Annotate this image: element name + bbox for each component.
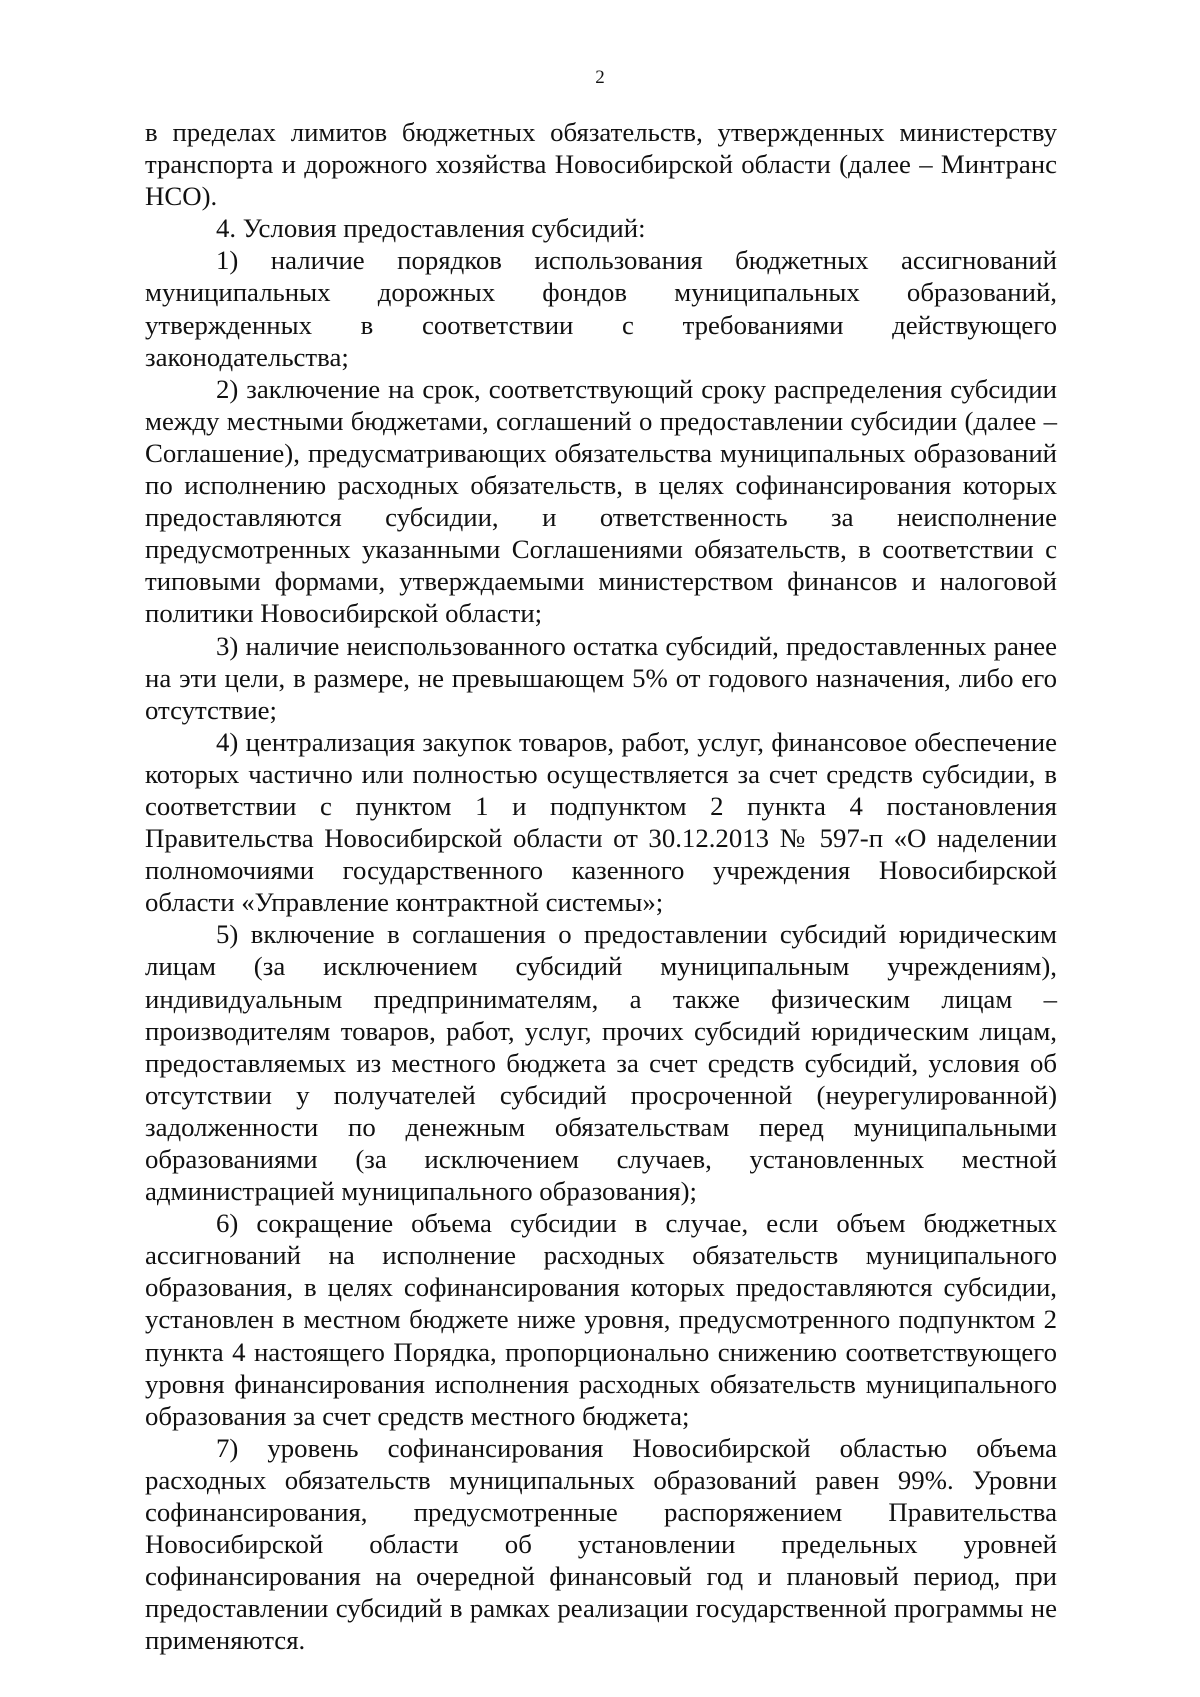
paragraph-condition-1: 1) наличие порядков использования бюджетных ассигнований муниципальных дорожных фондов муниципальных образований, утвержденных в соответствии с требованиями действующего законодательства; — [145, 245, 1057, 372]
page-number: 2 — [595, 67, 605, 88]
paragraph-condition-4: 4) централизация закупок товаров, работ, услуг, финансовое обеспечение которых частично или полностью осуществляется за счет средств субсидии, в соответствии с пунктом 1 и подпунктом 2 пункта 4 постановления Правительства Новосибирской области от 30.12.2013 № 597-п «О наделении полномочиями государственного казенного учреждения Новосибирской области «Управление контрактной системы»; — [145, 726, 1057, 918]
paragraph-continuation: в пределах лимитов бюджетных обязательств, утвержденных министерству транспорта и дорожного хозяйства Новосибирской области (далее – Минтранс НСО). — [145, 117, 1057, 212]
paragraph-condition-2: 2) заключение на срок, соответствующий сроку распределения субсидии между местными бюджетами, соглашений о предоставлении субсидии (далее – Соглашение), предусматривающих обязательства муниципальных образований по исполнению расходных обязательств, в целях софинансирования которых предоставляются субсидии, и ответственность за неисполнение предусмотренных указанными Соглашениями обязательств, в соответствии с типовыми формами, утверждаемыми министерством финансов и налоговой политики Новосибирской области; — [145, 373, 1057, 629]
paragraph-condition-3: 3) наличие неиспользованного остатка субсидий, предоставленных ранее на эти цели, в размере, не превышающем 5% от годового назначения, либо его отсутствие; — [145, 630, 1057, 725]
document-body — [145, 116, 1057, 1657]
section-4-heading: 4. Условия предоставления субсидий: — [216, 213, 646, 244]
paragraph-condition-5: 5) включение в соглашения о предоставлении субсидий юридическим лицам (за исключением субсидий муниципальным учреждениям), индивидуальным предпринимателям, а также физическим лицам – производителям товаров, работ, услуг, прочих субсидий юридическим лицам, предоставляемых из местного бюджета за счет средств субсидий, условия об отсутствии у получателей субсидий просроченной (неурегулированной) задолженности по денежным обязательствам перед муниципальными образованиями (за исключением случаев, установленных местной администрацией муниципального образования); — [145, 919, 1057, 1207]
paragraph-condition-6: 6) сокращение объема субсидии в случае, если объем бюджетных ассигнований на исполнение расходных обязательств муниципального образования, в целях софинансирования которых предоставляются субсидии, установлен в местном бюджете ниже уровня, предусмотренного подпунктом 2 пункта 4 настоящего Порядка, пропорционально снижению соответствующего уровня финансирования исполнения расходных обязательств муниципального образования за счет средств местного бюджета; — [145, 1208, 1057, 1431]
paragraph-condition-7: 7) уровень софинансирования Новосибирской областью объема расходных обязательств муниципальных образований равен 99%. Уровни софинансирования, предусмотренные распоряжением Правительства Новосибирской области об установлении предельных уровней софинансирования на очередной финансовый год и плановый период, при предоставлении субсидий в рамках реализации государственной программы не применяются. — [145, 1432, 1057, 1656]
